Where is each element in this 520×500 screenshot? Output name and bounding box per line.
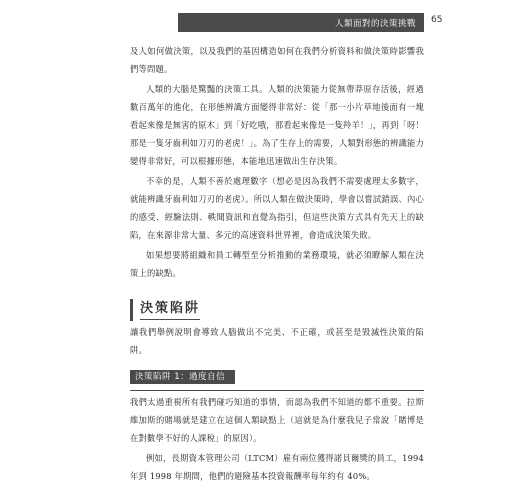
running-header [178,13,424,32]
heading-marker [130,299,133,321]
paragraph: 不幸的是，人類不善於處理數字（想必是因為我們不需要處理太多數字，就能辨識牙齒利如刀刃的老虎）。所以人類在做決策時，學會以嘗試錯誤、內心的感受、經驗法則、軼聞資訊和直覺為指引，但這些決策方式具有先天上的缺陷，在來源非常大量、多元的高速資料世界裡，會造成決策失敗。 [130,176,424,240]
paragraph: 我們太過重視所有我們碰巧知道的事情，而認為我們不知道的都不重要。拉斯維加斯的賭場就是建立在這個人類缺點上（這就是為什麼我兒子常說「賭博是在對數學不好的人課稅」的原因）。 [130,397,424,443]
section-title: 決策陷阱 [140,300,200,320]
paragraph: 及人如何做決策，以及我們的基因構造如何在我們分析資料和做決策時影響我們等問題。 [130,46,424,74]
page-body [130,42,424,487]
subsection-title: 決策陷阱 1：過度自信 [130,370,235,384]
paragraph: 如果想要將組織和員工轉型至分析推動的業務環境，就必須瞭解人類在決策上的缺點。 [130,250,424,278]
paragraph: 例如，長期資本管理公司（LTCM）雇有兩位獲得諾貝爾獎的員工，1994 年到 1998 年期間，他們的避險基本投資報酬率每年約有 40%。 [130,453,424,481]
page-number: 65 [431,15,443,25]
chapter-title: 人類面對的決策挑戰 [334,18,416,29]
paragraph: 人類的大腦是驚豔的決策工具。人類的決策能力從無帶莽原存活後，經過數百萬年的進化，在形態辨識方面變得非常好：從「那一小片草地後面有一塊看起來像是無害的原木」到「好吃哦，那看起來像是一隻羚羊！」，再到「呀！那是一隻牙齒利如刀刃的老虎！」。為了生存上的需要，人類對形態的辨識能力變得非常好，可以根據形態，本能地迅速做出生存決策。 [130,84,424,166]
section-intro: 讓我們舉例說明會導致人腦做出不完美、不正確，或甚至是毀滅性決策的陷阱。 [130,327,424,355]
section-heading [130,299,424,321]
subsection-heading-row [130,361,424,391]
